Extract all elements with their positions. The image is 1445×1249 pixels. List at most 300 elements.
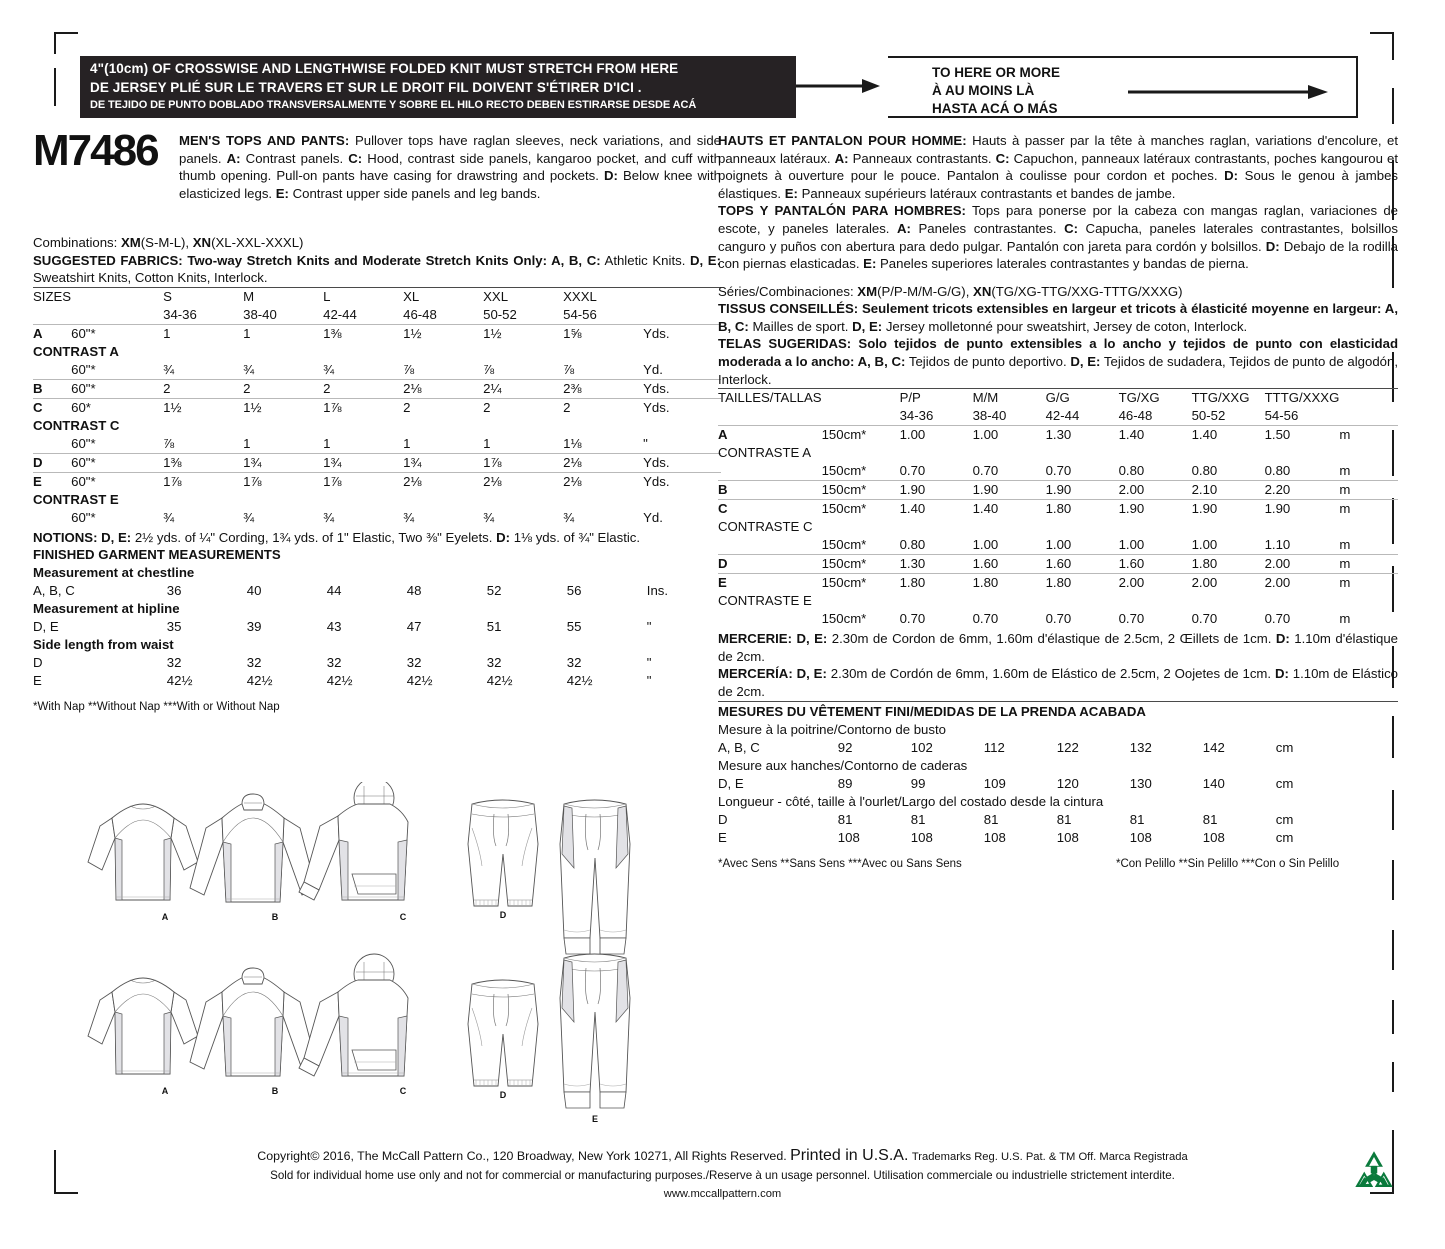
yardage-value-3: 1.40 xyxy=(1119,426,1192,445)
yardage-value-4: 1½ xyxy=(483,324,563,343)
measurement-value-1: 99 xyxy=(910,775,926,791)
measurement-view-label xyxy=(75,582,167,600)
measurement-value-0: 32 xyxy=(166,655,182,671)
series-xm-code: XM xyxy=(857,283,878,299)
size-ranges-row xyxy=(718,407,1398,426)
yardage-value-2: 1.60 xyxy=(1046,555,1119,574)
yardage-row xyxy=(718,555,1398,574)
mercerie-text: 2.30m de Cordon de 6mm, 1.60m d'élastique de 2.5cm, 2 Œillets de 1cm. xyxy=(827,631,1276,647)
yardage-value-3: 1.00 xyxy=(1118,537,1145,553)
combination-xn-code: XN xyxy=(192,235,212,250)
measurement-spacer: E xyxy=(33,673,42,689)
yardage-value-4: 1.90 xyxy=(1192,500,1265,519)
size-range-4: 50-52 xyxy=(1191,408,1226,424)
yardage-value-4: ⅞ xyxy=(483,361,495,377)
measurement-spacer: D xyxy=(33,655,43,671)
size-range-0: 34-36 xyxy=(899,408,934,424)
measurement-row xyxy=(718,739,1398,757)
yardage-unit: Yd. xyxy=(643,361,663,377)
nap-note-french: *Avec Sens **Sans Sens ***Avec ou Sans Sens xyxy=(718,857,962,870)
yardage-fabric-width: 150cm* xyxy=(821,463,867,479)
size-range-4: 50-52 xyxy=(483,306,517,322)
measurement-value-0: 81 xyxy=(837,811,853,827)
measurement-view-label xyxy=(75,654,167,672)
size-range-2: 42-44 xyxy=(323,306,357,322)
unit-spacer xyxy=(1339,389,1398,408)
illustration-view-b-front xyxy=(190,794,316,922)
measurement-spacer: A, B, C xyxy=(33,583,75,599)
yardage-unit: m xyxy=(1339,611,1351,627)
yardage-row xyxy=(33,361,721,380)
yardage-value-3: 0.70 xyxy=(1118,611,1145,627)
merceria-d-label: D: xyxy=(1274,666,1289,682)
french-spanish-column xyxy=(718,132,1398,875)
yardage-value-1: 1¾ xyxy=(243,453,323,472)
yardage-value-1: 1½ xyxy=(243,398,323,417)
measurement-value-2: 112 xyxy=(983,739,1005,755)
garment-description-english xyxy=(179,132,721,202)
yardage-value-0: 1.90 xyxy=(900,481,973,500)
measurement-value-1: 102 xyxy=(910,739,933,755)
notions-label: NOTIONS: xyxy=(33,529,98,545)
measurement-value-4: 42½ xyxy=(486,673,513,689)
size-code-4: XXL xyxy=(483,287,563,306)
yardage-value-1: 1 xyxy=(243,435,251,451)
es-view-c-label: C: xyxy=(1064,220,1078,236)
yardage-value-1: 1⅞ xyxy=(243,472,323,491)
illustration-label-d1: D xyxy=(499,910,507,920)
yardage-value-5: 2.20 xyxy=(1265,481,1340,500)
yardage-value-0: ¾ xyxy=(163,361,175,377)
yardage-view-label xyxy=(718,610,822,628)
es-view-d-label: D: xyxy=(1265,238,1280,254)
measurement-value-0: 42½ xyxy=(166,673,193,689)
measurement-spacer: D xyxy=(718,811,728,827)
fr-view-d-label: D: xyxy=(1224,168,1239,184)
es-view-a-text: Paneles contrastantes. xyxy=(910,220,1065,236)
yardage-value-1: 1.60 xyxy=(973,555,1046,574)
footer xyxy=(0,1146,1445,1203)
yardage-value-1: 1.80 xyxy=(973,574,1046,593)
measurement-group-heading-row xyxy=(33,564,721,582)
stretch-line-english: 4"(10cm) OF CROSSWISE AND LENGTHWISE FOLDED KNIT MUST STRETCH FROM HERE xyxy=(90,61,679,76)
illustration-view-c-back xyxy=(299,954,408,1096)
measurement-spacer: A, B, C xyxy=(718,739,760,755)
size-code-3: TG/XG xyxy=(1119,389,1192,408)
measurement-value-5: 142 xyxy=(1202,739,1225,755)
stretch-line-spanish: DE TEJIDO DE PUNTO DOBLADO TRANSVERSALMENTE Y SOBRE EL HILO RECTO DEBEN ESTIRARSE DESDE ACÁ xyxy=(90,99,697,111)
mercerie-label: MERCERIE: xyxy=(718,631,792,647)
contrast-section-label: CONTRAST E xyxy=(33,491,119,507)
yardage-fabric-width: 150cm* xyxy=(822,426,900,445)
view-c-text: Hood, contrast side panels, kangaroo pocket, and cuff with thumb opening. Pull-on pants have casing for drawstring and pockets. xyxy=(179,150,721,183)
telas-text-2: Tejidos de sudadera, Tejidos de punto de algodón, Interlock. xyxy=(718,354,1398,387)
yardage-table-english xyxy=(33,287,721,527)
measurement-spacer: E xyxy=(718,829,727,845)
measurement-value-2: 108 xyxy=(983,829,1006,845)
yardage-row xyxy=(718,574,1398,593)
yardage-row xyxy=(33,509,721,527)
trademarks-text: Trademarks Reg. U.S. Pat. & TM Off. Marca Registrada xyxy=(911,1151,1188,1163)
view-d-label: D: xyxy=(603,168,618,183)
yardage-unit: Yds. xyxy=(643,472,721,491)
yardage-value-5: 2⅜ xyxy=(563,379,643,398)
yardage-value-0: 1.30 xyxy=(900,555,973,574)
series-label: Séries/Combinaciones: xyxy=(718,283,858,299)
yardage-view-label: D xyxy=(718,555,822,574)
size-code-0: S xyxy=(163,287,243,306)
illustration-view-a-back xyxy=(88,978,198,1096)
notions-d-label: D: xyxy=(496,529,511,545)
yardage-value-5: 1.10 xyxy=(1264,537,1291,553)
measurement-view-label xyxy=(760,811,838,829)
contrast-section-row xyxy=(718,518,1398,536)
yardage-value-2: ¾ xyxy=(323,509,335,525)
fr-view-e-label: E: xyxy=(784,185,798,201)
contrast-section-row xyxy=(33,343,721,361)
size-code-4: TTG/XXG xyxy=(1192,389,1265,408)
yardage-fabric-width: 60"* xyxy=(71,453,163,472)
measurement-value-3: 122 xyxy=(1056,739,1079,755)
combination-xm-code: XM xyxy=(120,235,141,250)
measurement-value-5: 55 xyxy=(566,619,582,635)
es-description-body: Tops para ponerse por la cabeza con mangas raglan, variaciones de escote, y paneles laterales. xyxy=(718,203,1398,236)
illustration-label-a1: A xyxy=(161,912,169,922)
tissus-text-2: Jersey molletonné pour sweatshirt, Jersey de coton, Interlock. xyxy=(882,318,1248,334)
size-range-0: 34-36 xyxy=(163,306,197,322)
yardage-value-3: ¾ xyxy=(403,509,415,525)
finished-garment-measurements-title: FINISHED GARMENT MEASUREMENTS xyxy=(33,547,281,563)
nap-note-spanish: *Con Pelillo **Sin Pelillo ***Con o Sin Pelillo xyxy=(1116,857,1340,870)
yardage-value-3: 1.90 xyxy=(1119,500,1192,519)
yardage-view-label: E xyxy=(33,472,71,491)
yardage-value-2: 1.00 xyxy=(1045,537,1072,553)
nap-note-english: *With Nap **Without Nap ***With or Without Nap xyxy=(33,701,280,714)
yardage-value-4: 2 xyxy=(483,398,563,417)
yardage-value-0: 0.80 xyxy=(899,537,926,553)
combinations-line xyxy=(33,234,721,252)
view-c-label: C: xyxy=(348,150,363,166)
fr-view-c-text: Capuchon, panneaux latéraux contrastants, poches kangourou et poignets à ouverture pour le pouce. Pantalon à coulisse pour cordon et poches. xyxy=(718,150,1398,184)
yardage-value-2: 0.70 xyxy=(1045,463,1072,479)
size-range-5: 54-56 xyxy=(1264,408,1299,424)
yardage-view-label xyxy=(33,435,71,454)
yardage-value-1: 0.70 xyxy=(972,611,999,627)
finished-measurements-table-english xyxy=(33,564,721,690)
illustration-label-d2: D xyxy=(499,1090,507,1100)
yardage-value-0: ¾ xyxy=(163,509,175,525)
size-range-3: 46-48 xyxy=(403,306,437,322)
contrast-section-label: CONTRASTE E xyxy=(718,593,812,609)
yardage-value-5: 0.70 xyxy=(1264,611,1291,627)
fr-description-title: HAUTS ET PANTALON POUR HOMME: xyxy=(718,133,967,148)
size-code-5: TTTG/XXXG xyxy=(1264,390,1340,406)
yardage-view-label: D xyxy=(33,453,71,472)
combination-xm-sizes: (S-M-L), xyxy=(140,235,193,250)
stretch-arrow-right-icon xyxy=(1128,84,1328,100)
yardage-value-1: 2 xyxy=(243,379,323,398)
measurement-view-label xyxy=(760,739,838,757)
measurement-row xyxy=(33,672,721,690)
yardage-fabric-width: 60"* xyxy=(71,509,96,525)
yardage-row xyxy=(718,610,1398,628)
measurement-group-heading: Longueur - côté, taille à l'ourlet/Largo del costado desde la cintura xyxy=(718,793,1104,809)
measurement-unit: " xyxy=(646,655,652,671)
page-title: M7486 xyxy=(33,126,158,175)
suggested-fabrics-english xyxy=(33,252,721,287)
yardage-value-0: 1½ xyxy=(163,398,243,417)
yardage-row xyxy=(718,426,1398,445)
fr-view-a-text: Panneaux contrastants. xyxy=(848,150,996,166)
crop-mark-left-1 xyxy=(54,68,56,106)
yardage-fabric-width: 60* xyxy=(71,398,163,417)
contrast-section-row xyxy=(33,417,721,435)
yardage-value-4: 1 xyxy=(483,435,491,451)
size-code-0: P/P xyxy=(900,389,973,408)
size-code-2: G/G xyxy=(1046,389,1119,408)
measurement-value-0: 108 xyxy=(837,829,860,845)
yardage-value-4: 1.40 xyxy=(1192,426,1265,445)
measurement-value-0: 36 xyxy=(166,583,182,599)
yardage-value-0: 1.00 xyxy=(900,426,973,445)
measurement-value-1: 40 xyxy=(246,583,262,599)
illustration-label-b2: B xyxy=(271,1086,279,1096)
yardage-fabric-width: 60"* xyxy=(71,435,96,451)
merceria-d-text: 1.10m de Elástico de 2cm. xyxy=(718,666,1398,699)
yardage-unit: m xyxy=(1339,481,1398,500)
footer-website[interactable]: www.mccallpattern.com xyxy=(663,1188,782,1200)
contrast-section-row xyxy=(33,491,721,509)
measurement-value-3: 32 xyxy=(406,655,422,671)
measurement-value-3: 42½ xyxy=(406,673,433,689)
mercerie-views: D, E: xyxy=(792,631,828,647)
yardage-value-0: 1 xyxy=(163,324,243,343)
crop-mark-top-left-v xyxy=(54,32,56,54)
size-range-2: 42-44 xyxy=(1045,408,1080,424)
metric-yardage-table xyxy=(718,388,1398,628)
measurement-value-2: 42½ xyxy=(326,673,353,689)
size-range-1: 38-40 xyxy=(972,408,1007,424)
yardage-view-label: C xyxy=(33,398,71,417)
yardage-value-3: 1 xyxy=(403,435,411,451)
pattern-header xyxy=(33,126,721,224)
to-here-english: TO HERE OR MORE xyxy=(932,65,1061,80)
yardage-value-5: 1⅝ xyxy=(563,324,643,343)
yardage-value-2: 1.80 xyxy=(1046,500,1119,519)
illustration-view-e-back xyxy=(560,954,630,1124)
crop-mark-top-right-h xyxy=(1370,32,1394,34)
finished-measurements-title-fr-es: MESURES DU VÊTEMENT FINI/MEDIDAS DE LA PRENDA ACABADA xyxy=(718,701,1398,721)
measurement-view-label xyxy=(75,672,167,690)
view-e-label: E: xyxy=(275,185,289,201)
contrast-section-row xyxy=(718,592,1398,610)
measurement-value-2: 44 xyxy=(326,583,342,599)
yardage-unit: Yds. xyxy=(643,398,721,417)
yardage-value-0: 0.70 xyxy=(899,463,926,479)
yardage-value-4: 2⅛ xyxy=(483,472,563,491)
yardage-unit: Yds. xyxy=(643,453,721,472)
measurement-value-4: 51 xyxy=(486,619,502,635)
yardage-value-3: 1.60 xyxy=(1119,555,1192,574)
measurement-value-4: 52 xyxy=(486,583,502,599)
yardage-row xyxy=(33,472,721,491)
yardage-unit: m xyxy=(1339,537,1351,553)
yardage-value-4: 1⅞ xyxy=(483,453,563,472)
yardage-value-2: 2 xyxy=(323,379,403,398)
garment-description-spanish xyxy=(718,202,1398,272)
yardage-unit: m xyxy=(1339,426,1398,445)
measurement-unit: " xyxy=(646,619,652,635)
yardage-value-5: 2 xyxy=(563,398,643,417)
fr-view-c-label: C: xyxy=(995,150,1010,166)
yardage-value-0: 1.80 xyxy=(900,574,973,593)
contrast-section-label: CONTRASTE A xyxy=(718,445,812,461)
measurement-value-1: 39 xyxy=(246,619,262,635)
yardage-value-3: 2.00 xyxy=(1119,481,1192,500)
footer-copyright-line xyxy=(0,1146,1445,1167)
yardage-unit: m xyxy=(1339,555,1398,574)
size-code-5: XXXL xyxy=(563,287,643,306)
yardage-value-1: 1.00 xyxy=(973,426,1046,445)
size-range-5: 54-56 xyxy=(563,306,597,322)
yardage-fabric-width: 150cm* xyxy=(822,500,900,519)
yardage-value-4: ¾ xyxy=(483,509,495,525)
yardage-value-0: ⅞ xyxy=(163,435,175,451)
yardage-fabric-width: 60"* xyxy=(71,472,163,491)
measurement-value-0: 89 xyxy=(837,775,853,791)
yardage-value-5: 1⅛ xyxy=(563,435,582,451)
yardage-view-label xyxy=(718,462,822,481)
measurement-value-5: 32 xyxy=(566,655,582,671)
measurement-value-5: 42½ xyxy=(566,673,593,689)
illustration-label-a2: A xyxy=(161,1086,169,1096)
yardage-row xyxy=(33,398,721,417)
illustration-label-c1: C xyxy=(399,912,407,922)
yardage-value-2: 1⅞ xyxy=(323,472,403,491)
measurement-value-5: 56 xyxy=(566,583,582,599)
measurement-value-5: 108 xyxy=(1202,829,1225,845)
measurement-value-0: 35 xyxy=(166,619,182,635)
garment-description-french xyxy=(718,132,1398,202)
fr-view-e-text: Panneaux supérieurs latéraux contrastants et bandes de jambe. xyxy=(797,185,1176,201)
yardage-value-0: 2 xyxy=(163,379,243,398)
notions-spanish xyxy=(718,665,1398,700)
yardage-value-3: 1½ xyxy=(403,324,483,343)
measurement-group-heading: Mesure à la poitrine/Contorno de busto xyxy=(718,721,946,737)
yardage-value-4: 1.00 xyxy=(1191,537,1218,553)
measurement-value-3: 48 xyxy=(406,583,422,599)
mercerie-d-text: 1.10m d'élastique de 2cm. xyxy=(718,631,1399,664)
yardage-value-5: 2.00 xyxy=(1265,555,1340,574)
measurement-value-3: 47 xyxy=(406,619,422,635)
measurement-unit: cm xyxy=(1275,739,1294,755)
es-view-c-text: Capucha, paneles laterales contrastantes, bolsillos canguro y puños con abertura para dedo pulgar. Pantalón con jareta para cordón y bolsillos. xyxy=(718,220,1398,254)
measurement-group-heading-row xyxy=(718,757,1398,775)
measurement-row xyxy=(33,618,721,636)
yardage-value-1: ¾ xyxy=(243,509,255,525)
stretch-line-french: DE JERSEY PLIÉ SUR LE TRAVERS ET SUR LE DROIT FIL DOIVENT S'ÉTIRER D'ICI . xyxy=(90,80,642,95)
yardage-value-1: 1.90 xyxy=(973,481,1046,500)
yardage-row xyxy=(33,453,721,472)
illustration-view-d-front xyxy=(468,800,538,920)
telas-bold: Solo tejidos de punto extensibles a lo ancho y tejidos de punto con elasticidad moderada a lo ancho: A, B, C: xyxy=(718,336,1399,370)
garment-line-drawings xyxy=(60,782,660,1132)
telas-label: TELAS SUGERIDAS: xyxy=(718,336,852,352)
contrast-section-label: CONTRAST A xyxy=(33,343,119,359)
fr-description-body: Hauts à passer par la tête à manches raglan, variations d'encolure, et panneaux latéraux. xyxy=(718,133,1398,166)
yardage-fabric-width: 60"* xyxy=(71,379,163,398)
fr-view-d-text: Sous le genou à jambes élastiques. xyxy=(718,168,1398,201)
yardage-value-5: ⅞ xyxy=(563,361,575,377)
combinations-label: Combinations: xyxy=(33,235,121,250)
measurement-value-3: 120 xyxy=(1056,775,1079,791)
yardage-value-1: 1.00 xyxy=(972,537,999,553)
contrast-section-label: CONTRAST C xyxy=(33,417,120,433)
yardage-row xyxy=(718,536,1398,555)
yardage-value-0: 1⅜ xyxy=(163,453,243,472)
measurement-value-2: 32 xyxy=(326,655,342,671)
measurement-value-4: 132 xyxy=(1129,739,1152,755)
yardage-value-4: 1.80 xyxy=(1192,555,1265,574)
measurement-group-heading-row xyxy=(33,636,721,654)
yardage-value-5: 2⅛ xyxy=(563,453,643,472)
recycle-icon xyxy=(1348,1148,1400,1200)
measurement-value-1: 81 xyxy=(910,811,926,827)
yardage-unit: Yd. xyxy=(643,509,663,525)
yardage-fabric-width: 150cm* xyxy=(822,481,900,500)
yardage-fabric-width: 150cm* xyxy=(821,611,867,627)
suggested-fabrics-french xyxy=(718,300,1398,335)
yardage-value-3: ⅞ xyxy=(403,361,415,377)
yardage-value-5: 1.50 xyxy=(1265,426,1340,445)
measurement-value-5: 140 xyxy=(1202,775,1225,791)
yardage-view-label xyxy=(33,361,71,380)
yardage-value-4: 0.70 xyxy=(1191,611,1218,627)
merceria-views: D, E: xyxy=(792,666,827,682)
es-view-d-text: Debajo de la rodilla con piernas elasticadas. xyxy=(718,238,1398,272)
yardage-value-5: ¾ xyxy=(563,509,575,525)
sizes-header-row xyxy=(33,287,721,306)
measurement-view-label xyxy=(75,618,167,636)
yardage-value-2: 1.80 xyxy=(1046,574,1119,593)
measurement-row xyxy=(33,582,721,600)
measurement-group-heading-row xyxy=(718,793,1398,811)
es-view-e-label: E: xyxy=(863,256,877,272)
measurement-view-label xyxy=(760,775,838,793)
yardage-value-2: 1.90 xyxy=(1046,481,1119,500)
yardage-fabric-width: 150cm* xyxy=(822,555,900,574)
illustration-view-b-back xyxy=(190,968,316,1096)
measurement-value-3: 108 xyxy=(1056,829,1079,845)
yardage-fabric-width: 60"* xyxy=(71,324,163,343)
to-here-french: À AU MOINS LÀ xyxy=(932,83,1035,98)
yardage-row xyxy=(33,379,721,398)
yardage-value-3: 2⅛ xyxy=(403,472,483,491)
measurement-group-heading-row xyxy=(718,721,1398,739)
tissus-bold: Seulement tricots extensibles en largeur et tricots à élasticité moyenne en largeur: A, B, C: xyxy=(718,301,1398,334)
yardage-value-2: ¾ xyxy=(323,361,335,377)
measurement-value-4: 130 xyxy=(1129,775,1152,791)
suggested-fabrics-bold-2: D, E: xyxy=(690,252,721,268)
measurement-group-heading: Measurement at chestline xyxy=(33,565,195,581)
tissus-bold-2: D, E: xyxy=(852,318,883,334)
yardage-value-2: 1 xyxy=(323,435,331,451)
measurement-unit: Ins. xyxy=(646,583,669,599)
footer-usage-line: Sold for individual home use only and not for commercial or manufacturing purposes./Reserve à un usage personnel. Utilisation commerciale ou industrielle strictement interdite. xyxy=(270,1169,1175,1182)
measurement-value-4: 108 xyxy=(1129,829,1152,845)
merceria-text: 2.30m de Cordón de 6mm, 1.60m de Elástico de 2.5cm, 2 Oojetes de 1cm. xyxy=(826,666,1275,682)
yardage-value-2: 1.30 xyxy=(1046,426,1119,445)
